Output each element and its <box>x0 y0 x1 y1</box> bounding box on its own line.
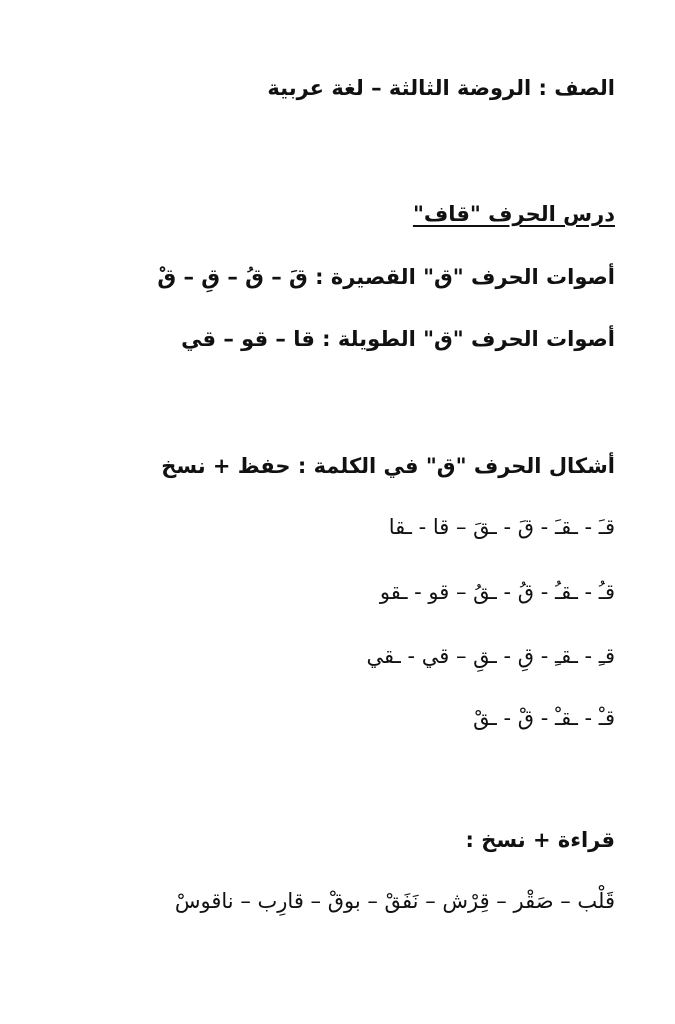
lesson-title: درس الحرف "قاف" <box>412 202 615 226</box>
shape-row-sukun: قـْ - ـقـْ - قْ - ـقْ <box>473 706 615 730</box>
reading-words: قَلْب – صَقْر – قِرْش – نَفَقْ – بوقْ – قارِب – ناقوسْ <box>174 889 615 913</box>
shapes-heading: أشكال الحرف "ق" في الكلمة : حفظ + نسخ <box>161 454 615 478</box>
reading-heading: قراءة + نسخ : <box>465 828 615 852</box>
long-sounds-line: أصوات الحرف "ق" الطويلة : قا – قو – قي <box>181 327 615 351</box>
shape-row-kasra: قـِ - ـقـِ - قِ - ـقِ – قي - ـقي <box>366 644 615 668</box>
shape-row-fatha: قـَ - ـقـَ - قَ - ـقَ – قا - ـقا <box>388 515 615 539</box>
class-header: الصف : الروضة الثالثة – لغة عربية <box>267 76 615 100</box>
shape-row-damma: قـُ - ـقـُ - قُ - ـقُ – قو - ـقو <box>379 580 615 604</box>
short-sounds-line: أصوات الحرف "ق" القصيرة : قَ – قُ – قِ – قْ <box>157 265 615 289</box>
